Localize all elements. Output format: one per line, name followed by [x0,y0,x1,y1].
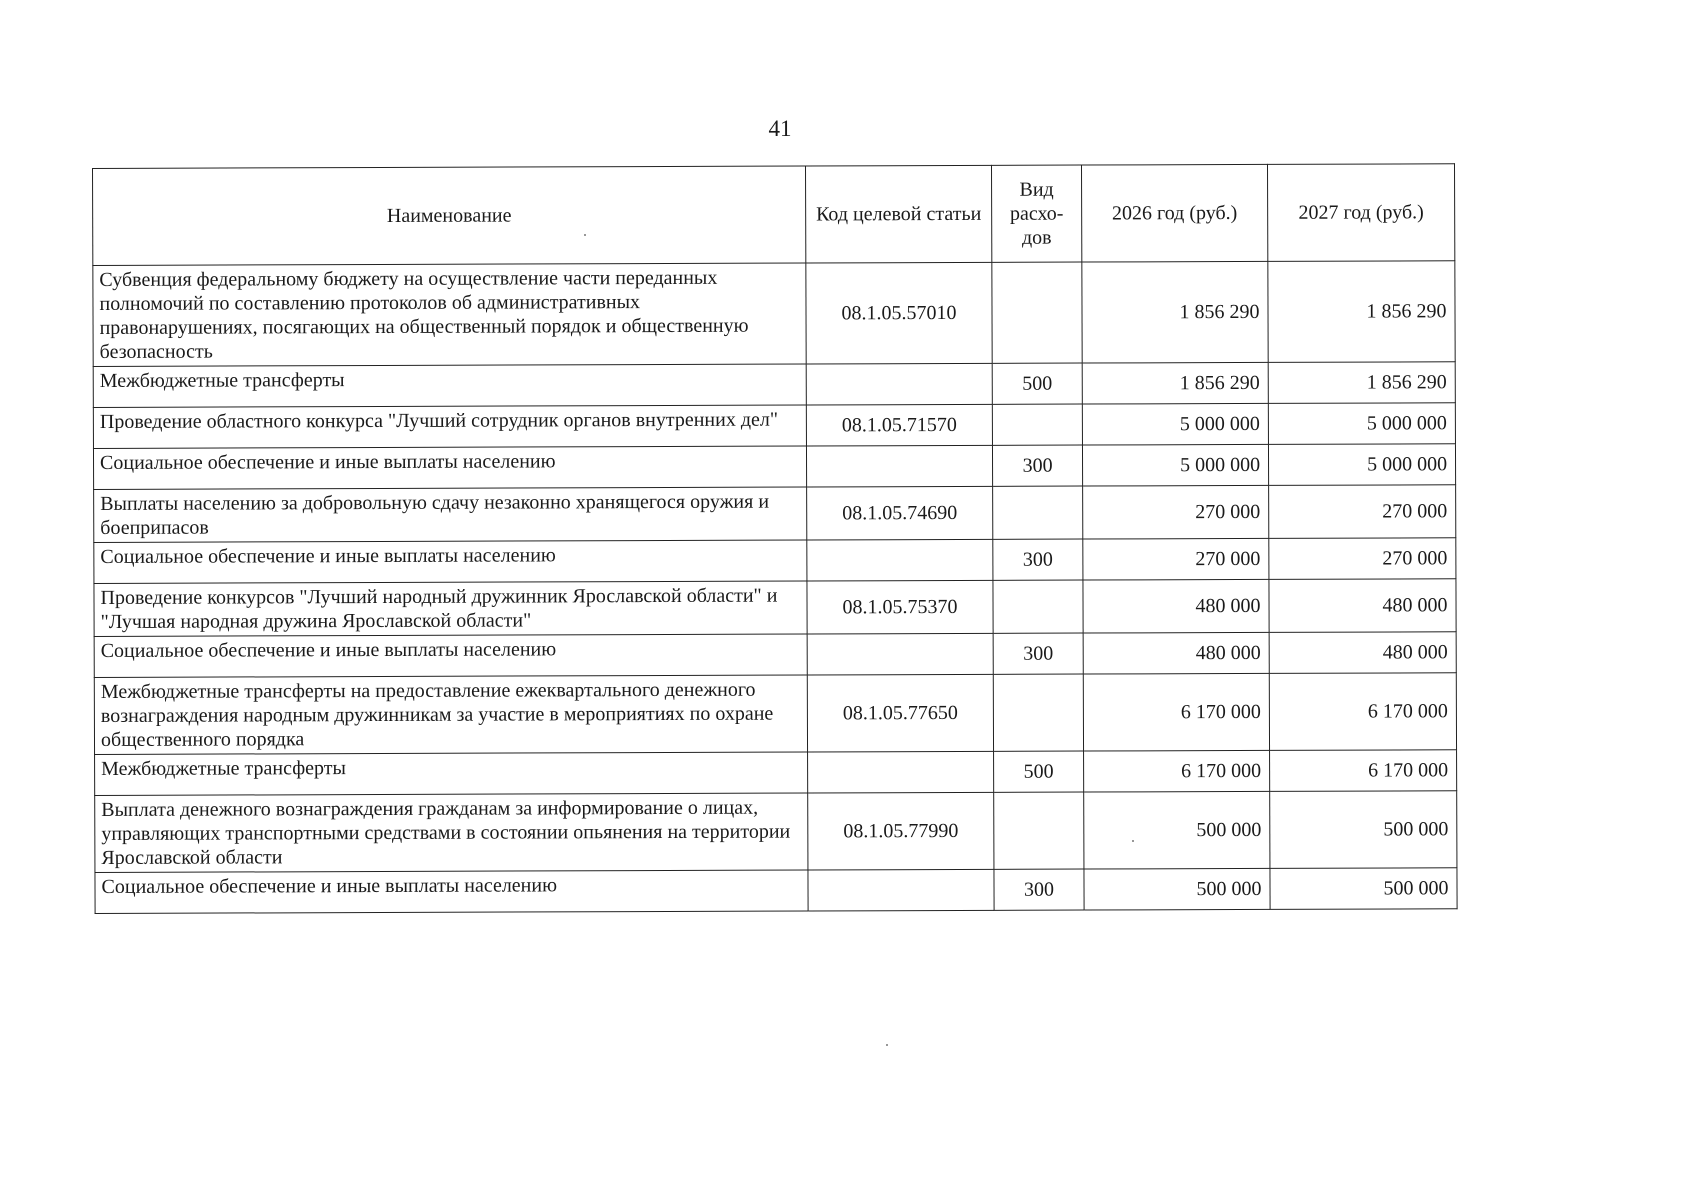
row-2026: 480 000 [1083,632,1269,674]
row-2026: 500 000 [1084,868,1270,910]
row-kind: 300 [993,633,1083,674]
row-2027: 6 170 000 [1270,750,1457,792]
row-2027: 6 170 000 [1269,673,1456,751]
table-row [93,444,1455,490]
row-kind [993,580,1083,633]
row-2026: 5 000 000 [1082,444,1268,486]
table-header-row [93,164,1455,266]
table-row [94,579,1456,637]
row-2027: 5 000 000 [1268,444,1455,486]
table-row [93,261,1455,367]
scan-speck [886,1044,888,1046]
table-row [95,791,1457,873]
row-2027: 500 000 [1270,868,1457,910]
row-kind [992,404,1082,445]
table-row [94,632,1456,678]
row-code [808,751,994,793]
row-name: Выплаты населению за добровольную сдачу незаконно хранящегося оружия и боеприпасов [94,487,807,542]
header-2026: 2026 год (руб.) [1081,164,1267,262]
header-name: Наименование [93,166,806,265]
row-2027: 500 000 [1270,791,1457,869]
row-2026: 6 170 000 [1083,673,1269,751]
row-name: Межбюджетные трансферты [93,364,806,407]
row-code: 08.1.05.57010 [806,262,992,364]
row-2026: 6 170 000 [1084,750,1270,792]
table-row [93,403,1455,449]
row-2027: 480 000 [1269,632,1456,674]
row-2027: 1 856 290 [1268,362,1455,404]
row-2026: 1 856 290 [1082,362,1268,404]
page-number: 41 [768,116,792,141]
row-name: Субвенция федеральному бюджету на осуществление части переданных полномочий по составлению протоколов об административных правонарушениях, посягающих на общественный порядок и общественную безопасность [93,263,806,366]
row-kind: 300 [992,445,1082,486]
scan-speck [584,234,586,236]
row-2026: 480 000 [1083,579,1269,633]
row-2027: 270 000 [1269,538,1456,580]
row-code [807,539,993,581]
row-2026: 500 000 [1084,791,1270,869]
row-code: 08.1.05.75370 [807,580,993,634]
row-name: Социальное обеспечение и иные выплаты населению [93,446,806,489]
row-kind: 300 [994,869,1084,910]
row-code [808,869,994,911]
row-name: Социальное обеспечение и иные выплаты населению [95,870,808,913]
row-2027: 5 000 000 [1268,403,1455,445]
header-code: Код целевой статьи [805,165,991,263]
row-code [806,363,992,405]
row-code [807,633,993,675]
row-name: Проведение областного конкурса "Лучший сотрудник органов внутренних дел" [93,405,806,448]
row-name: Межбюджетные трансферты [95,752,808,795]
row-2027: 480 000 [1269,579,1456,633]
row-kind: 500 [994,751,1084,792]
table-row [93,362,1455,408]
row-2027: 270 000 [1269,485,1456,539]
row-2026: 1 856 290 [1082,261,1268,363]
row-code: 08.1.05.74690 [807,486,993,540]
row-2026: 270 000 [1083,538,1269,580]
row-code [806,445,992,487]
header-kind: Вид расхо-дов [991,165,1081,262]
row-2026: 5 000 000 [1082,403,1268,445]
row-2027: 1 856 290 [1268,261,1455,363]
row-code: 08.1.05.71570 [806,404,992,446]
row-kind [993,674,1083,751]
table-row [94,538,1456,584]
row-name: Социальное обеспечение и иные выплаты населению [94,634,807,677]
table-row [95,868,1457,914]
table-row [95,750,1457,796]
row-kind: 500 [992,363,1082,404]
table-row [94,485,1456,543]
row-name: Межбюджетные трансферты на предоставление ежеквартального денежного вознаграждения народным дружинникам за участие в мероприятиях по охране общественного порядка [94,675,807,754]
row-name: Выплата денежного вознаграждения гражданам за информирование о лицах, управляющих транспортными средствами в состоянии опьянения на территории Ярославской области [95,793,808,872]
table-row [94,673,1456,755]
row-kind: 300 [993,539,1083,580]
row-2026: 270 000 [1083,485,1269,539]
row-name: Социальное обеспечение и иные выплаты населению [94,540,807,583]
row-kind [993,486,1083,539]
row-kind [992,262,1082,363]
row-code: 08.1.05.77990 [808,792,994,870]
row-name: Проведение конкурсов "Лучший народный дружинник Ярославской области" и "Лучшая народная дружина Ярославской области" [94,581,807,636]
row-kind [994,792,1084,869]
row-code: 08.1.05.77650 [807,674,993,752]
header-2027: 2027 год (руб.) [1267,164,1454,262]
scan-speck [1132,840,1134,842]
budget-table [92,163,1458,914]
